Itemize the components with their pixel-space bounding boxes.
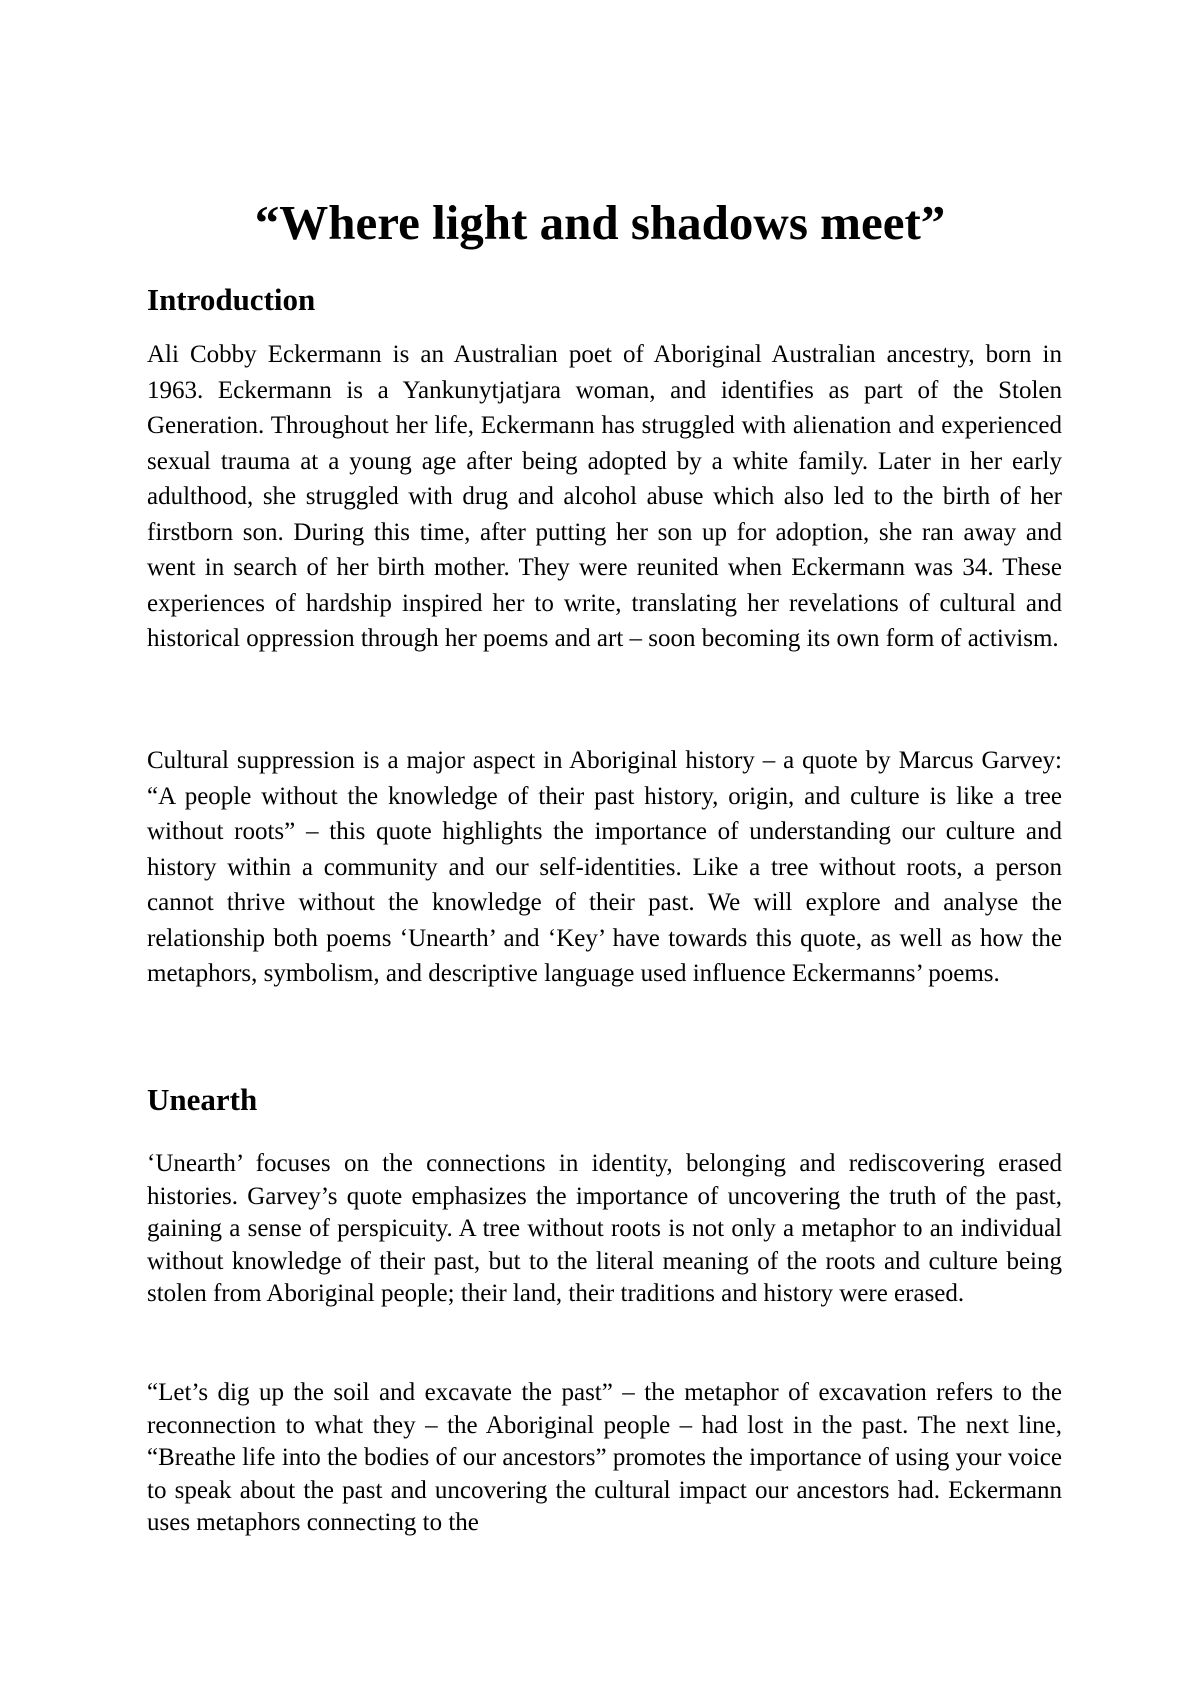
intro-paragraph-1: Ali Cobby Eckermann is an Australian poet of Aboriginal Australian ancestry, born in 1963. Eckermann is a Yankunytjatjara woman, and identifies as part of the Stolen Generation. Throughout her life, Eckermann has struggled with alienation and experienced sexual trauma at a young age after being adopted by a white family. Later in her early adulthood, she struggled with drug and alcohol abuse which also led to the birth of her firstborn son. During this time, after putting her son up for adoption, she ran away and went in search of her birth mother. They were reunited when Eckermann was 34. These experiences of hardship inspired her to write, translating her revelations of cultural and historical oppression through her poems and art – soon becoming its own form of activism. (147, 341, 1062, 652)
unearth-paragraph-1-block (147, 1148, 1062, 1311)
intro-paragraph-2-block (147, 743, 1062, 992)
heading-unearth: Unearth (147, 1082, 258, 1117)
section-heading-introduction (147, 283, 1062, 317)
unearth-paragraph-1: ‘Unearth’ focuses on the connections in identity, belonging and rediscovering erased histories. Garvey’s quote emphasizes the importance of uncovering the truth of the past, gaining a sense of perspicuity. A tree without roots is not only a metaphor to an individual without knowledge of their past, but to the literal meaning of the roots and culture being stolen from Aboriginal people; their land, their traditions and history were erased. (147, 1150, 1062, 1307)
heading-introduction: Introduction (147, 282, 316, 317)
section-heading-unearth (147, 1083, 1062, 1117)
document-title: “Where light and shadows meet” (254, 195, 946, 250)
intro-paragraph-1-block (147, 337, 1062, 657)
intro-paragraph-2: Cultural suppression is a major aspect in Aboriginal history – a quote by Marcus Garvey: “A people without the knowledge of their past history, origin, and culture is like a tree without roots” – this quote highlights the importance of understanding our culture and history within a community and our self-identities. Like a tree without roots, a person cannot thrive without the knowledge of their past. We will explore and analyse the relationship both poems ‘Unearth’ and ‘Key’ have towards this quote, as well as how the metaphors, symbolism, and descriptive language used influence Eckermanns’ poems. (147, 747, 1062, 987)
unearth-paragraph-2-block (147, 1377, 1062, 1540)
unearth-paragraph-2: “Let’s dig up the soil and excavate the past” – the metaphor of excavation refers to the reconnection to what they – the Aboriginal people – had lost in the past. The next line, “Breathe life into the bodies of our ancestors” promotes the importance of using your voice to speak about the past and uncovering the cultural impact our ancestors had. Eckermann uses metaphors connecting to the (147, 1379, 1062, 1536)
